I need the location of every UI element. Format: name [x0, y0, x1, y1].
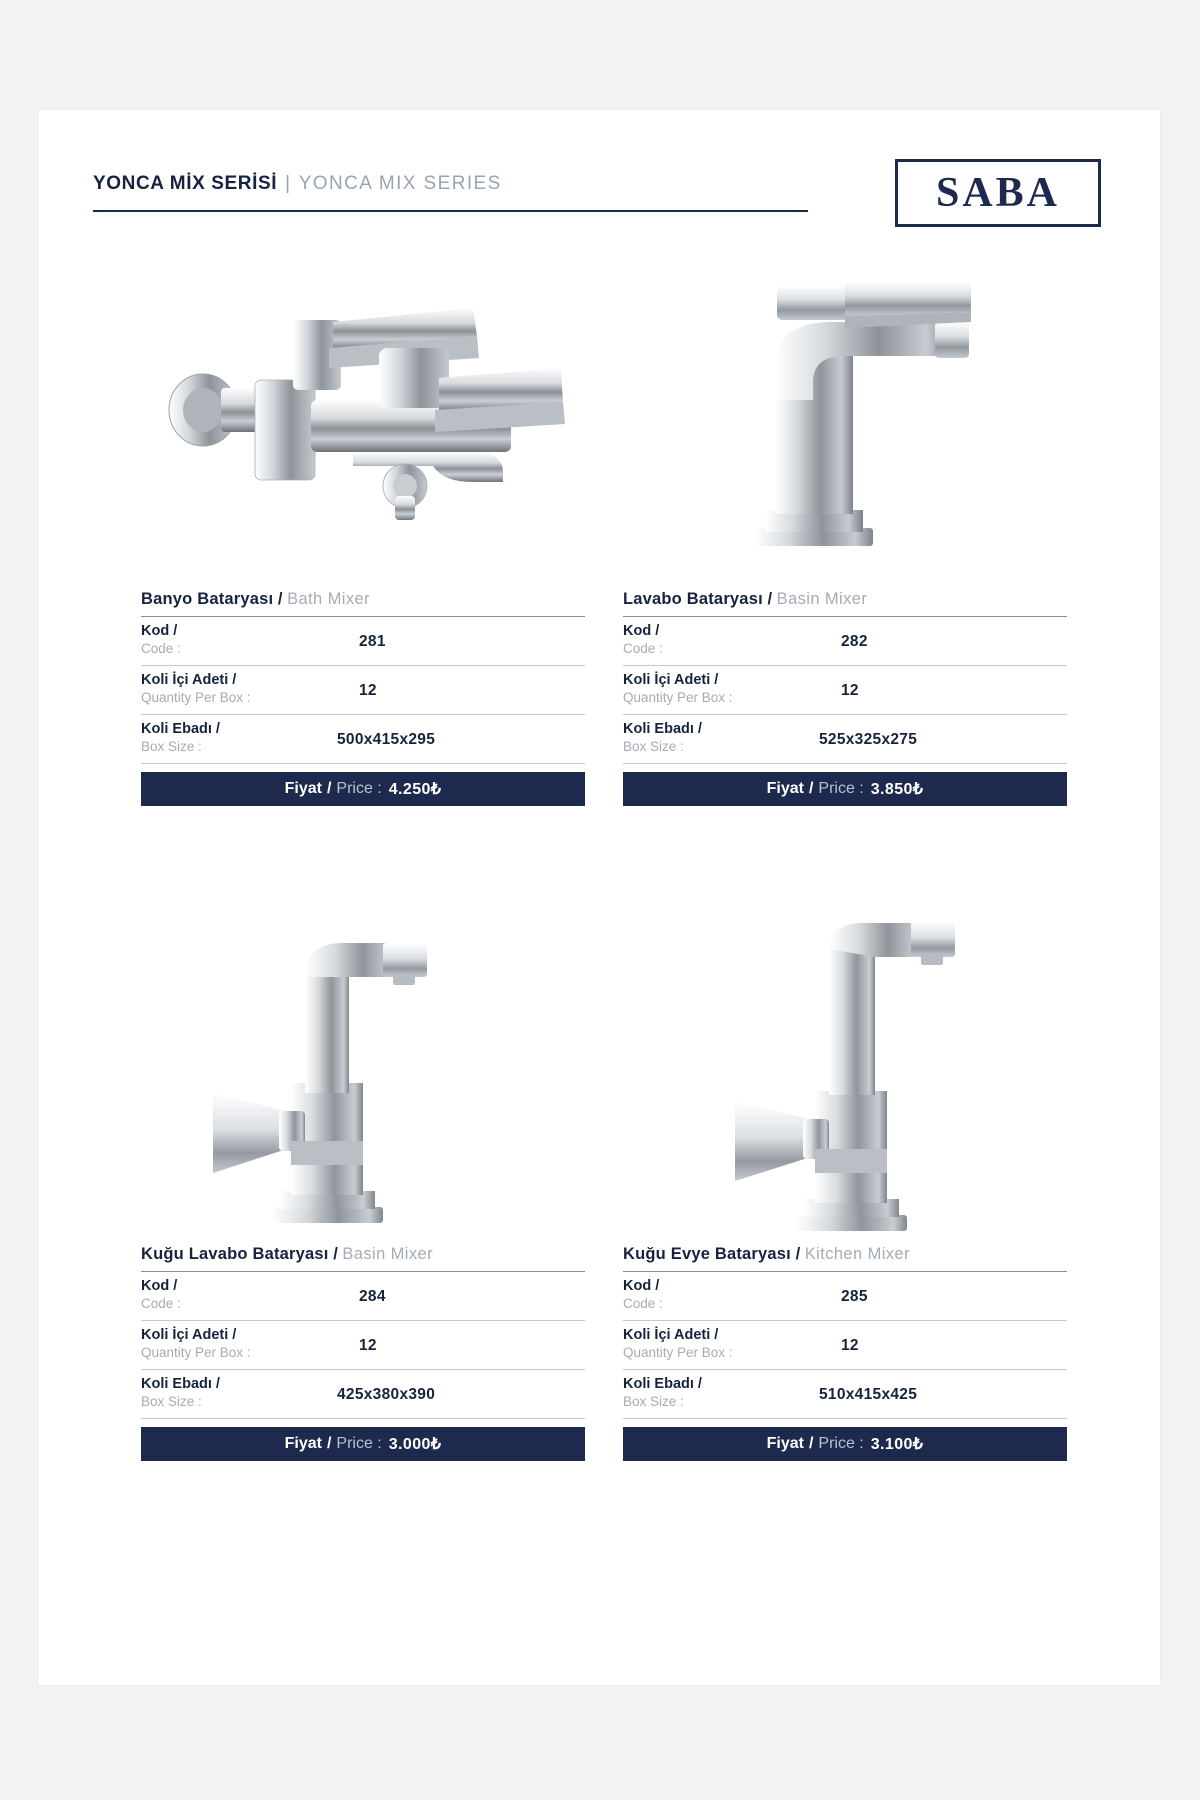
- spec-code-label-tr: Kod /: [141, 1278, 178, 1294]
- product-title-slash: /: [767, 590, 773, 608]
- spec-box-size-label-en: Box Size :: [623, 1394, 684, 1409]
- page-title: [93, 173, 502, 195]
- product-title-slash: /: [277, 590, 283, 608]
- spec-code: [623, 1272, 1067, 1321]
- price-value: 4.250₺: [388, 781, 442, 798]
- product-title-tr: Kuğu Evye Bataryası: [623, 1245, 791, 1263]
- product-title-tr: Kuğu Lavabo Bataryası: [141, 1245, 329, 1263]
- spec-code-label-tr: Kod /: [623, 623, 660, 639]
- spec-code-value: 281: [359, 633, 386, 650]
- spec-box-size: [141, 1370, 585, 1419]
- product-card: [123, 915, 603, 1461]
- spec-code-label-tr: Kod /: [623, 1278, 660, 1294]
- spec-quantity-value: 12: [841, 682, 859, 699]
- brand-logo: [895, 159, 1101, 227]
- spec-quantity: [141, 666, 585, 715]
- spec-box-size-label-en: Box Size :: [141, 1394, 202, 1409]
- product-title-en: Basin Mixer: [342, 1245, 433, 1263]
- spec-quantity-label-en: Quantity Per Box :: [141, 690, 251, 705]
- spec-quantity-label-en: Quantity Per Box :: [141, 1345, 251, 1360]
- bath-mixer-icon: [143, 260, 583, 580]
- spec-quantity-label-tr: Koli İçi Adeti /: [141, 1327, 237, 1343]
- swan-kitchen-mixer-icon: [635, 915, 1055, 1275]
- price-label-slash: /: [326, 780, 332, 797]
- spec-quantity: [141, 1321, 585, 1370]
- spec-quantity-value: 12: [359, 1337, 377, 1354]
- spec-box-size: [623, 1370, 1067, 1419]
- price-value: 3.100₺: [870, 1436, 924, 1453]
- price-value: 3.850₺: [870, 781, 924, 798]
- spec-box-size-label-tr: Koli Ebadı /: [141, 721, 220, 737]
- spec-code-label-en: Code :: [623, 641, 663, 656]
- spec-box-size: [623, 715, 1067, 764]
- product-card: [605, 260, 1085, 806]
- spec-box-size-label-tr: Koli Ebadı /: [623, 721, 702, 737]
- basin-mixer-icon: [635, 260, 1055, 580]
- product-title-en: Basin Mixer: [776, 590, 868, 608]
- basin-mixer-photo: [605, 260, 1085, 590]
- spec-code-value: 282: [841, 633, 868, 650]
- page-title-tr: YONCA MİX SERİSİ: [93, 173, 278, 194]
- spec-code: [141, 1272, 585, 1321]
- brand-logo-text: SABA: [935, 170, 1061, 216]
- price-label-en: Price :: [818, 780, 864, 797]
- spec-quantity-label-tr: Koli İçi Adeti /: [141, 672, 237, 688]
- price-bar: [141, 1427, 585, 1461]
- spec-box-size-value: 425x380x390: [337, 1386, 436, 1403]
- price-label-tr: Fiyat: [284, 780, 322, 797]
- product-title-slash: /: [795, 1245, 801, 1263]
- spec-box-size-value: 500x415x295: [337, 731, 436, 748]
- swan-kitchen-mixer-photo: [605, 915, 1085, 1245]
- spec-quantity-label-en: Quantity Per Box :: [623, 1345, 733, 1360]
- price-bar: [623, 772, 1067, 806]
- spec-box-size-label-tr: Koli Ebadı /: [623, 1376, 702, 1392]
- page-title-separator: |: [285, 173, 291, 194]
- spec-quantity: [623, 1321, 1067, 1370]
- product-title-slash: /: [333, 1245, 338, 1263]
- swan-basin-mixer-icon: [153, 915, 573, 1275]
- price-label-slash: /: [808, 780, 814, 797]
- spec-quantity: [623, 666, 1067, 715]
- price-label-en: Price :: [336, 1435, 382, 1452]
- price-label-en: Price :: [336, 780, 382, 797]
- spec-quantity-label-tr: Koli İçi Adeti /: [623, 672, 719, 688]
- product-card: [123, 260, 603, 806]
- spec-quantity-label-en: Quantity Per Box :: [623, 690, 733, 705]
- spec-quantity-value: 12: [841, 1337, 859, 1354]
- price-bar: [141, 772, 585, 806]
- spec-code: [141, 617, 585, 666]
- bath-mixer-photo: [123, 260, 603, 590]
- page-title-en: YONCA MIX SERIES: [298, 173, 502, 194]
- product-title-en: Bath Mixer: [287, 590, 370, 608]
- spec-code-label-en: Code :: [141, 641, 181, 656]
- price-value: 3.000₺: [388, 1436, 442, 1453]
- spec-code-label-en: Code :: [623, 1296, 663, 1311]
- spec-quantity-value: 12: [359, 682, 377, 699]
- price-bar: [623, 1427, 1067, 1461]
- price-label-en: Price :: [818, 1435, 864, 1452]
- spec-code: [623, 617, 1067, 666]
- spec-box-size-label-en: Box Size :: [623, 739, 684, 754]
- price-label-slash: /: [808, 1435, 814, 1452]
- spec-box-size: [141, 715, 585, 764]
- spec-box-size-value: 525x325x275: [819, 731, 918, 748]
- spec-box-size-value: 510x415x425: [819, 1386, 918, 1403]
- product-title-tr: Lavabo Bataryası: [623, 590, 763, 608]
- spec-code-value: 285: [841, 1288, 868, 1305]
- price-label-tr: Fiyat: [766, 1435, 804, 1452]
- price-label-tr: Fiyat: [766, 780, 804, 797]
- spec-code-value: 284: [359, 1288, 386, 1305]
- price-label-slash: /: [326, 1435, 332, 1452]
- price-label-tr: Fiyat: [284, 1435, 322, 1452]
- product-title: [141, 590, 585, 617]
- spec-box-size-label-tr: Koli Ebadı /: [141, 1376, 220, 1392]
- product-title-tr: Banyo Bataryası: [141, 590, 274, 608]
- page-header: [93, 165, 1105, 245]
- product-card: [605, 915, 1085, 1461]
- spec-box-size-label-en: Box Size :: [141, 739, 202, 754]
- swan-basin-mixer-photo: [123, 915, 603, 1245]
- product-title: [623, 590, 1067, 617]
- product-title-en: Kitchen Mixer: [804, 1245, 910, 1263]
- header-divider: [93, 210, 808, 212]
- catalog-page: [38, 110, 1160, 1685]
- spec-code-label-en: Code :: [141, 1296, 181, 1311]
- spec-quantity-label-tr: Koli İçi Adeti /: [623, 1327, 719, 1343]
- spec-code-label-tr: Kod /: [141, 623, 178, 639]
